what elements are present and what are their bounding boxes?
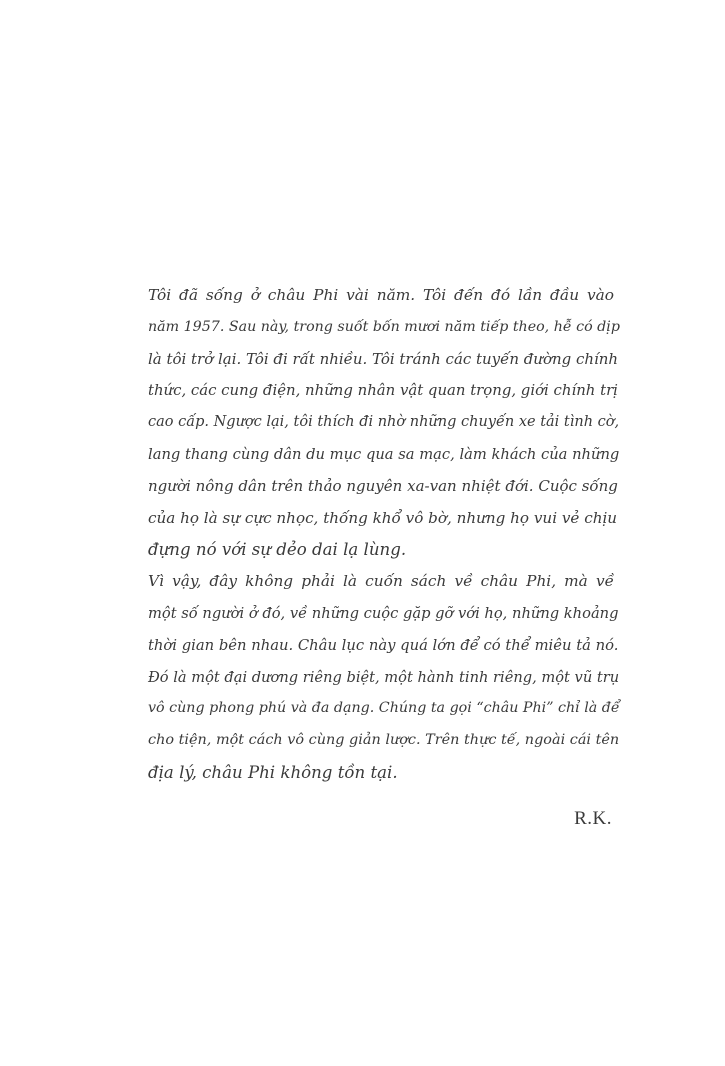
paragraph-1 <box>106 280 620 566</box>
text-line: địa lý, châu Phi không tồn tại. <box>148 762 398 782</box>
body-text <box>106 280 620 789</box>
text-line: một số người ở đó, về những cuộc gặp gỡ với họ, những khoảng <box>148 604 619 622</box>
text-line: người nông dân trên thảo nguyên xa-van nhiệt đới. Cuộc sống <box>148 476 618 495</box>
text-line: Vì vậy, đây không phải là cuốn sách về châu Phi, mà về <box>148 572 614 591</box>
text-line: năm 1957. Sau này, trong suốt bốn mươi năm tiếp theo, hễ có dịp <box>148 318 620 335</box>
text-line: cao cấp. Ngược lại, tôi thích đi nhờ những chuyến xe tải tình cờ, <box>148 414 620 431</box>
text-line: thức, các cung điện, những nhân vật quan trọng, giới chính trị <box>148 381 618 400</box>
text-line: thời gian bên nhau. Châu lục này quá lớn để có thể miêu tả nó. <box>148 636 619 654</box>
text-line: là tôi trở lại. Tôi đi rất nhiều. Tôi tránh các tuyến đường chính <box>148 349 619 368</box>
text-line: vô cùng phong phú và đa dạng. Chúng ta gọi “châu Phi” chỉ là để <box>148 700 620 717</box>
text-line: Tôi đã sống ở châu Phi vài năm. Tôi đến đó lần đầu vào <box>148 286 614 304</box>
text-line: cho tiện, một cách vô cùng giản lược. Trên thực tế, ngoài cái tên <box>148 732 620 749</box>
paragraph-2 <box>106 566 620 789</box>
text-line: đựng nó với sự dẻo dai lạ lùng. <box>148 540 407 560</box>
text-line: của họ là sự cực nhọc, thống khổ vô bờ, nhưng họ vui vẻ chịu <box>148 508 618 527</box>
author-signature: R.K. <box>574 808 612 829</box>
text-line: Đó là một đại dương riêng biệt, một hành tinh riêng, một vũ trụ <box>148 668 620 686</box>
text-line: lang thang cùng dân du mục qua sa mạc, làm khách của những <box>148 445 620 463</box>
